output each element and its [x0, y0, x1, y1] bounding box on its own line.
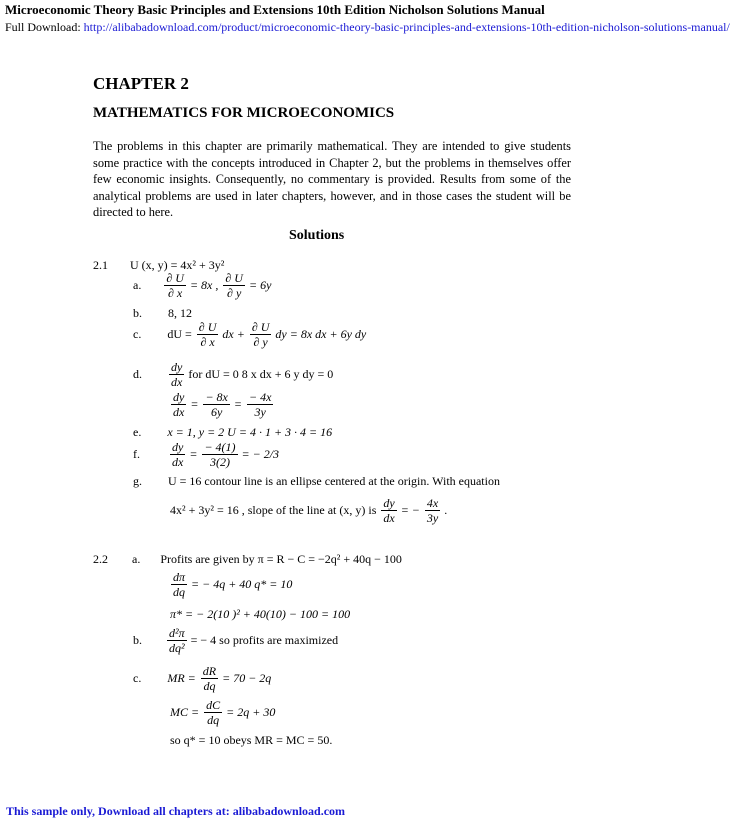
part-label: d.: [133, 367, 142, 381]
part-2-2-c-mc: [170, 698, 279, 727]
part-2-2-b: [133, 626, 342, 655]
conclusion-text: so q* = 10 obeys MR = MC = 50.: [170, 733, 333, 747]
partial-u-y: $\frac{\partial U}{\partial y}$: [251, 320, 270, 349]
partial-u-y: $\frac{\partial U}{\partial y}$: [225, 271, 243, 300]
second-derivative-fraction: $\frac{\text{d²π}}{\text{dq²}}$: [169, 626, 185, 655]
partial-result-x: = 8x ,: [189, 278, 219, 292]
part-2-2-a-foc: [170, 570, 296, 599]
dy-term: dy = 8x dx + 6y dy: [275, 327, 367, 341]
partial-u-x: $\frac{\partial U}{\partial x}$: [198, 320, 217, 349]
part-label: c.: [133, 327, 142, 341]
footer-notice[interactable]: This sample only, Download all chapters at: alibabadownload.com: [6, 804, 346, 818]
slope-fraction-1: $\frac{- 8x}{6y}$: [205, 390, 228, 419]
dy-dx-fraction: $\frac{dy}{dx}$: [172, 440, 184, 469]
maximum-profit: π* = − 2(10 )² + 40(10) − 100 = 100: [170, 607, 351, 621]
slope-fraction-2: $\frac{- 4x}{3y}$: [248, 390, 272, 419]
marginal-cost-label: MC =: [170, 705, 200, 719]
part-2-1-a: [133, 271, 275, 300]
part-2-1-b: [133, 306, 196, 321]
part-label: e.: [133, 425, 142, 439]
first-order-condition: = − 4q + 40 q* = 10: [191, 577, 293, 591]
marginal-revenue-label: MR =: [167, 671, 196, 685]
download-label: Full Download:: [5, 20, 81, 34]
second-order-condition: = − 4 so profits are maximized: [190, 633, 339, 647]
ellipse-equation: 4x² + 3y² = 16 , slope of the line at (x, y) is: [170, 503, 377, 517]
partial-u-x: $\frac{\partial U}{\partial x}$: [166, 271, 184, 300]
part-label: g.: [133, 474, 142, 488]
chapter-subtitle: MATHEMATICS FOR MICROECONOMICS: [93, 105, 395, 121]
part-b-answer: 8, 12: [168, 306, 192, 320]
dy-dx-fraction: $\frac{dy}{dx}$: [383, 496, 395, 525]
dx-term: dx +: [222, 327, 245, 341]
part-2-1-c: [133, 320, 370, 349]
period: .: [444, 503, 448, 517]
equals-sign: =: [190, 397, 199, 411]
part-label: f.: [133, 447, 140, 461]
equals-minus: = −: [400, 503, 420, 517]
partial-result-y: = 6y: [248, 278, 272, 292]
equals-sign: =: [189, 447, 198, 461]
dy-dx-fraction: $\frac{dy}{dx}$: [173, 390, 185, 419]
marginal-revenue-result: = 70 − 2q: [222, 671, 272, 685]
slope-expression: $\frac{4x}{3y}$: [426, 496, 439, 525]
part-2-2-c: [133, 664, 275, 693]
part-2-2-a-max: [170, 607, 354, 622]
download-link[interactable]: http://alibabadownload.com/product/microeconomic-theory-basic-principles-and-extensions-10th-edition-nicholson-solutions-manual/: [83, 20, 730, 34]
intro-paragraph: The problems in this chapter are primarily mathematical. They are intended to give students some practice with the concepts introduced in Chapter 2, but the problems in themselves offer few economic insights. Consequently, no commentary is provided. Results from some of the analytical problems are used in later chapters, however, and in those cases the student will be directed to here.: [93, 139, 571, 220]
dpi-dq-fraction: $\frac{d\pi}{dq}$: [173, 570, 186, 599]
equals-sign: =: [233, 397, 242, 411]
slope-value-fraction: $\frac{- 4(1)}{3(2)}$: [204, 440, 236, 469]
part-2-1-g: [133, 474, 504, 489]
profit-function: Profits are given by π = R − C = −2q² + 40q − 100: [160, 552, 402, 566]
condition-text: for dU = 0 8 x dx + 6 y dy = 0: [188, 367, 334, 381]
part-2-1-d: [133, 360, 337, 389]
part-2-1-f: [133, 440, 283, 469]
document-header-title: Microeconomic Theory Basic Principles and Extensions 10th Edition Nicholson Solutions Manual: [5, 2, 545, 17]
dy-dx-fraction: $\frac{dy}{dx}$: [171, 360, 183, 389]
part-label: c.: [133, 671, 142, 685]
part-g-text: U = 16 contour line is an ellipse centered at the origin. With equation: [168, 474, 500, 488]
slope-result: = − 2/3: [241, 447, 280, 461]
problem-number: 2.1: [93, 258, 108, 272]
part-label: a.: [133, 278, 142, 292]
part-label: a.: [132, 552, 141, 566]
marginal-cost-result: = 2q + 30: [226, 705, 276, 719]
utility-definition: U (x, y) = 4x² + 3y²: [130, 258, 225, 272]
download-line: [5, 20, 730, 35]
part-2-2-a: [93, 552, 406, 567]
part-label: b.: [133, 633, 142, 647]
part-2-1-d-result: [170, 390, 277, 419]
solutions-heading: Solutions: [289, 228, 345, 243]
part-2-1-e: [133, 425, 336, 440]
part-e-answer: x = 1, y = 2 U = 4 · 1 + 3 · 4 = 16: [167, 425, 333, 439]
dR-dq-fraction: $\frac{dR}{dq}$: [202, 664, 217, 693]
problem-number: 2.2: [93, 552, 108, 566]
part-2-1-g-equation: [170, 496, 451, 525]
chapter-heading: CHAPTER 2: [93, 74, 189, 93]
total-differential-label: dU =: [167, 327, 192, 341]
dC-dq-fraction: $\frac{dC}{dq}$: [206, 698, 221, 727]
part-2-2-c-conclusion: [170, 733, 336, 748]
part-label: b.: [133, 306, 142, 320]
